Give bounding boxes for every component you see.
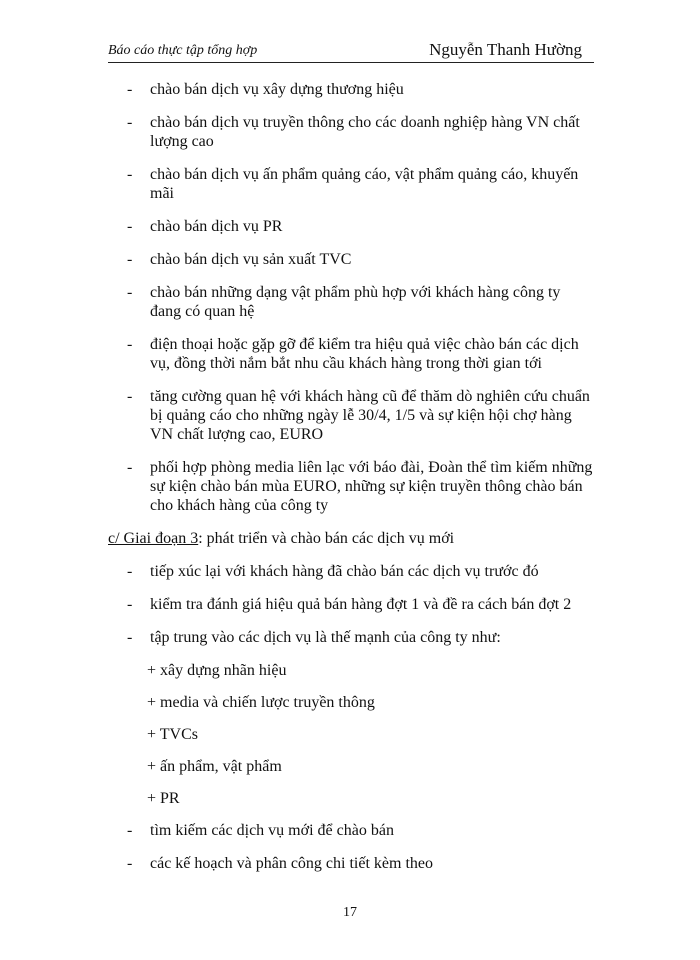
bullet-dash: - bbox=[127, 81, 133, 98]
list-item bbox=[0, 562, 700, 581]
list-item-text: chào bán dịch vụ truyền thông cho các doanh nghiệp hàng VN chất lượng cao bbox=[150, 114, 580, 150]
list-item-text: chào bán dịch vụ xây dựng thương hiệu bbox=[150, 81, 404, 98]
list-item bbox=[0, 250, 700, 269]
list-item bbox=[0, 283, 700, 321]
bullet-dash: - bbox=[127, 563, 133, 580]
section-heading bbox=[0, 529, 700, 548]
list-item bbox=[0, 628, 700, 647]
bullet-dash: - bbox=[127, 629, 133, 646]
list-item-text: tăng cường quan hệ với khách hàng cũ để thăm dò nghiên cứu chuẩn bị quảng cáo cho những ngày lễ 30/4, 1/5 và sự kiện hội chợ hàng VN chất lượng cao, EURO bbox=[150, 388, 590, 443]
bullet-dash: - bbox=[127, 284, 133, 301]
list-item-text: chào bán dịch vụ PR bbox=[150, 218, 283, 235]
bullet-dash: - bbox=[127, 114, 133, 131]
page-content bbox=[0, 80, 700, 887]
list-item-text: chào bán dịch vụ sản xuất TVC bbox=[150, 251, 352, 268]
bullet-dash: - bbox=[127, 459, 133, 476]
list-item-text: kiểm tra đánh giá hiệu quả bán hàng đợt 1 và đề ra cách bán đợt 2 bbox=[150, 596, 572, 613]
sub-list-item: + PR bbox=[147, 790, 180, 807]
section-heading-text: : phát triển và chào bán các dịch vụ mới bbox=[198, 530, 455, 547]
sub-list-item: + xây dựng nhãn hiệu bbox=[147, 662, 287, 679]
list-item-text: phối hợp phòng media liên lạc với báo đài, Đoàn thể tìm kiếm những sự kiện chào bán mùa EURO, những sự kiện truyền thông chào bán cho khách hàng của công ty bbox=[150, 459, 593, 514]
list-item bbox=[0, 821, 700, 840]
list-item-text: điện thoại hoặc gặp gỡ để kiểm tra hiệu quả việc chào bán các dịch vụ, đồng thời nắm bắt nhu cầu khách hàng trong thời gian tới bbox=[150, 336, 579, 372]
list-item-text: tiếp xúc lại với khách hàng đã chào bán các dịch vụ trước đó bbox=[150, 563, 539, 580]
list-item bbox=[0, 387, 700, 444]
list-item bbox=[0, 80, 700, 99]
header-author-name: Nguyễn Thanh Hường bbox=[429, 40, 582, 59]
header-report-title: Báo cáo thực tập tổng hợp bbox=[108, 43, 258, 58]
list-item-text: tìm kiếm các dịch vụ mới để chào bán bbox=[150, 822, 394, 839]
section-heading-label: c/ Giai đoạn 3 bbox=[108, 530, 199, 547]
bullet-dash: - bbox=[127, 822, 133, 839]
list-item bbox=[0, 854, 700, 873]
list-item bbox=[0, 217, 700, 236]
bullet-dash: - bbox=[127, 166, 133, 183]
list-item-text: tập trung vào các dịch vụ là thế mạnh của công ty như: bbox=[150, 629, 501, 646]
sub-list-item: + TVCs bbox=[147, 726, 198, 743]
list-item-text: chào bán dịch vụ ấn phẩm quảng cáo, vật phẩm quảng cáo, khuyến mãi bbox=[150, 166, 579, 202]
list-item-text: chào bán những dạng vật phẩm phù hợp với khách hàng công ty đang có quan hệ bbox=[150, 284, 561, 320]
sub-list-item: + ấn phẩm, vật phẩm bbox=[147, 758, 282, 775]
list-item bbox=[0, 165, 700, 203]
sub-list-item: + media và chiến lược truyền thông bbox=[147, 694, 375, 711]
page-number: 17 bbox=[343, 905, 357, 920]
list-item-text: các kế hoạch và phân công chi tiết kèm theo bbox=[150, 855, 433, 872]
list-item bbox=[0, 595, 700, 614]
bullet-dash: - bbox=[127, 855, 133, 872]
list-item bbox=[0, 113, 700, 151]
bullet-dash: - bbox=[127, 218, 133, 235]
list-item bbox=[0, 458, 700, 515]
bullet-dash: - bbox=[127, 336, 133, 353]
bullet-dash: - bbox=[127, 388, 133, 405]
bullet-dash: - bbox=[127, 596, 133, 613]
bullet-dash: - bbox=[127, 251, 133, 268]
list-item bbox=[0, 335, 700, 373]
page-header bbox=[108, 40, 594, 63]
